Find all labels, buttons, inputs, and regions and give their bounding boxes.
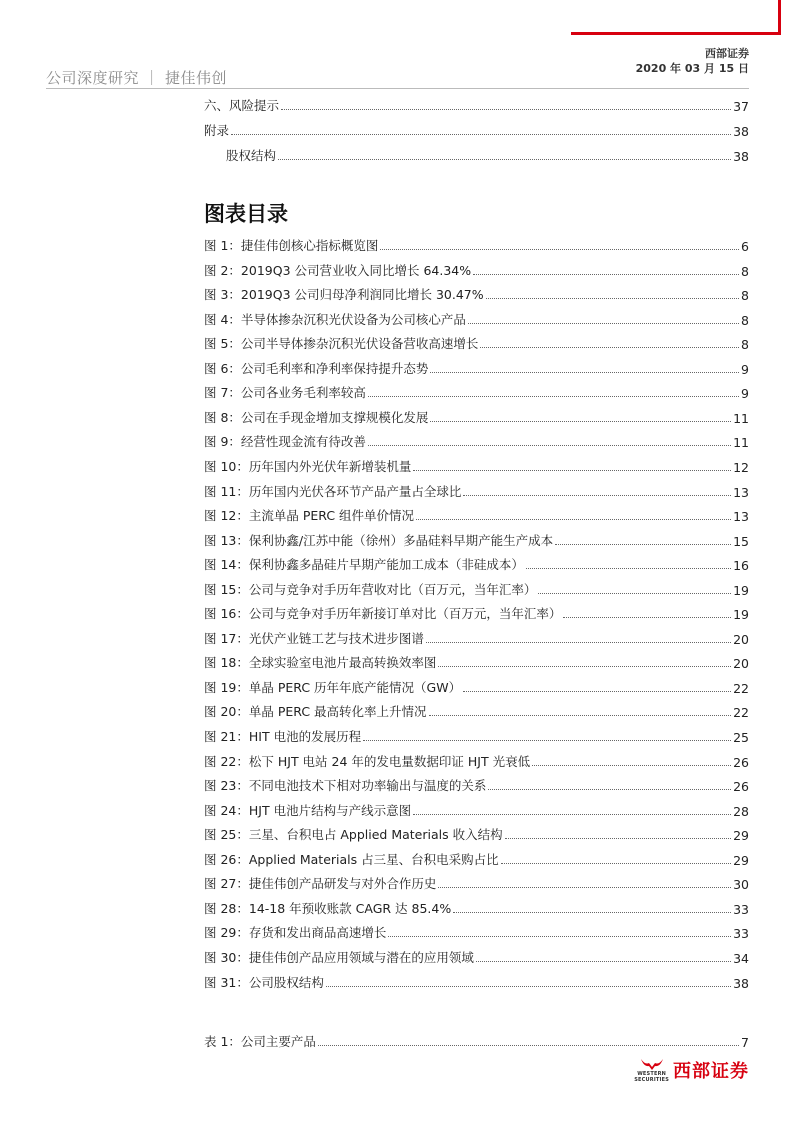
entry-label: 图 13：保利协鑫/江苏中能（徐州）多晶硅料早期产能生产成本 [204,532,554,548]
leader-dots [453,912,731,913]
entry-page: 34 [733,950,749,966]
entry-page: 25 [733,730,749,745]
entry-label: 图 15：公司与竞争对手历年营收对比（百万元，当年汇率） [204,581,537,597]
toc-entry-page: 38 [733,124,749,139]
figure-entry[interactable] [204,580,749,598]
entry-page: 38 [733,975,749,991]
figure-entry[interactable] [204,727,749,745]
entry-label: 图 23：不同电池技术下相对功率输出与温度的关系 [204,778,487,794]
entry-page: 7 [741,1035,749,1050]
figure-entry[interactable] [204,678,749,696]
entry-label: 图 24：HJT 电池片结构与产线示意图 [204,802,412,818]
toc-entry-label: 股权结构 [226,148,277,163]
entry-page: 15 [733,533,749,549]
toc-subentry[interactable] [226,146,749,164]
entry-page: 20 [733,631,749,647]
leader-dots [430,372,739,373]
entry-page: 29 [733,828,749,844]
entry-label: 图 3：2019Q3 公司归母净利润同比增长 30.47% [204,287,484,303]
figure-entry[interactable] [204,432,749,450]
figure-entry[interactable] [204,506,749,524]
table-entry[interactable] [204,1032,749,1050]
toc-entry[interactable] [204,96,749,114]
logo-en-line1: WESTERN [637,1071,667,1077]
leader-dots [326,986,731,987]
bull-logo-icon [634,1057,669,1083]
entry-page: 8 [741,263,749,279]
figure-entry[interactable] [204,555,749,573]
figure-entry[interactable] [204,359,749,377]
entry-label: 图 28：14-18 年预收账款 CAGR 达 85.4% [204,900,452,916]
figure-entry[interactable] [204,629,749,647]
entry-page: 20 [733,656,749,672]
leader-dots [363,740,731,741]
entry-label: 图 12：主流单晶 PERC 组件单价情况 [204,508,415,524]
leader-dots [429,715,732,716]
entry-label: 图 2：2019Q3 公司营业收入同比增长 64.34% [204,262,472,278]
entry-page: 6 [741,239,749,254]
leader-dots [413,470,731,471]
entry-label: 图 5：公司半导体掺杂沉积光伏设备营收高速增长 [204,336,479,352]
entry-label: 图 18：全球实验室电池片最高转换效率图 [204,655,437,671]
entry-page: 30 [733,877,749,893]
entry-page: 9 [741,386,749,402]
figure-entry[interactable] [204,653,749,671]
entry-label: 图 30：捷佳伟创产品应用领域与潜在的应用领域 [204,949,474,965]
entry-page: 26 [733,779,749,795]
logo-en-line2: SECURITIES [634,1077,669,1083]
entry-page: 33 [733,901,749,917]
entry-label: 图 4：半导体掺杂沉积光伏设备为公司核心产品 [204,311,466,327]
figure-entry[interactable] [204,874,749,892]
figure-entry[interactable] [204,604,749,622]
leader-dots [318,1045,739,1046]
entry-page: 26 [733,754,749,770]
entry-label: 图 1：捷佳伟创核心指标概览图 [204,238,379,253]
entry-page: 22 [733,680,749,696]
entry-label: 图 9：经营性现金流有待改善 [204,434,366,450]
toc-entry-label: 附录 [204,123,230,138]
entry-label: 图 19：单晶 PERC 历年年底产能情况（GW） [204,679,462,695]
entry-page: 13 [733,509,749,525]
leader-dots [538,593,731,594]
figure-entry[interactable] [204,702,749,720]
figure-entry[interactable] [204,310,749,328]
figure-entry[interactable] [204,752,749,770]
toc-entry-page: 38 [733,149,749,164]
entry-page: 8 [741,337,749,353]
entry-label: 图 10：历年国内外光伏年新增装机量 [204,458,412,474]
figure-entry[interactable] [204,850,749,868]
leader-dots [480,347,739,348]
entry-page: 28 [733,803,749,819]
entry-label: 图 7：公司各业务毛利率较高 [204,385,366,401]
leader-dots [388,936,731,937]
leader-dots [430,421,731,422]
entry-label: 图 11：历年国内光伏各环节产品产量占全球比 [204,483,462,499]
entry-page: 19 [733,582,749,598]
leader-dots [463,691,731,692]
entry-page: 12 [733,459,749,475]
toc-entry-label: 六、风险提示 [204,98,280,113]
figure-entry[interactable] [204,236,749,254]
leader-dots [416,519,731,520]
leader-dots [426,642,731,643]
leader-dots [532,765,731,766]
leader-dots [473,274,739,275]
entry-page: 19 [733,607,749,623]
figure-entry[interactable] [204,923,749,941]
report-category-title: 公司深度研究 ｜ 捷佳伟创 [46,69,228,87]
logo-cn-text: 西部证券 [673,1061,749,1082]
entry-page: 22 [733,705,749,721]
toc-entry-page: 37 [733,99,749,114]
entry-page: 13 [733,484,749,500]
entry-page: 11 [733,410,749,426]
entry-label: 图 14：保利协鑫多晶硅片早期产能加工成本（非硅成本） [204,557,524,573]
entry-label: 图 29：存货和发出商品高速增长 [204,925,387,941]
entry-page: 29 [733,852,749,868]
figure-entry[interactable] [204,825,749,843]
figure-entry[interactable] [204,383,749,401]
figure-entry[interactable] [204,948,749,966]
entry-label: 图 31：公司股权结构 [204,974,324,990]
figures-index-title: 图表目录 [204,202,288,226]
leader-dots [368,445,731,446]
figure-entry[interactable] [204,261,749,279]
entry-label: 图 6：公司毛利率和净利率保持提升态势 [204,360,429,376]
figure-entry[interactable] [204,334,749,352]
entry-label: 图 25：三星、台积电占 Applied Materials 收入结构 [204,827,503,843]
figure-entry[interactable] [204,482,749,500]
figure-entry[interactable] [204,801,749,819]
leader-dots [368,396,739,397]
report-date: 2020 年 03 月 15 日 [635,62,749,75]
figure-entry[interactable] [204,899,749,917]
leader-dots [281,109,731,110]
entry-page: 8 [741,312,749,328]
entry-label: 图 27：捷佳伟创产品研发与对外合作历史 [204,876,437,892]
entry-page: 16 [733,558,749,574]
leader-dots [413,814,731,815]
header-divider [46,88,749,89]
leader-dots [380,249,739,250]
leader-dots [501,863,731,864]
header-red-bracket [571,0,781,35]
footer-logo [634,1057,749,1083]
entry-page: 9 [741,361,749,377]
figure-entry[interactable] [204,776,749,794]
entry-label: 图 26：Applied Materials 占三星、台积电采购占比 [204,851,499,867]
leader-dots [476,961,731,962]
header-brand: 西部证券 [705,47,749,60]
entry-label: 表 1：公司主要产品 [204,1034,316,1049]
leader-dots [505,838,732,839]
leader-dots [278,159,731,160]
leader-dots [438,887,731,888]
entry-label: 图 16：公司与竞争对手历年新接订单对比（百万元，当年汇率） [204,606,562,622]
toc-entry[interactable] [204,121,749,139]
entry-label: 图 22：松下 HJT 电站 24 年的发电量数据印证 HJT 光衰低 [204,753,531,769]
leader-dots [463,495,731,496]
figure-entry[interactable] [204,408,749,426]
leader-dots [486,298,739,299]
leader-dots [555,544,731,545]
leader-dots [438,666,731,667]
entry-page: 8 [741,288,749,304]
entry-label: 图 20：单晶 PERC 最高转化率上升情况 [204,704,427,720]
figure-entry[interactable] [204,973,749,991]
leader-dots [468,323,739,324]
figure-entry[interactable] [204,457,749,475]
leader-dots [526,568,731,569]
leader-dots [488,789,731,790]
entry-label: 图 8：公司在手现金增加支撑规模化发展 [204,409,429,425]
entry-label: 图 21：HIT 电池的发展历程 [204,729,362,744]
leader-dots [231,134,731,135]
entry-label: 图 17：光伏产业链工艺与技术进步图谱 [204,630,424,646]
leader-dots [563,617,731,618]
entry-page: 11 [733,435,749,451]
figure-entry[interactable] [204,531,749,549]
entry-page: 33 [733,926,749,942]
figure-entry[interactable] [204,285,749,303]
